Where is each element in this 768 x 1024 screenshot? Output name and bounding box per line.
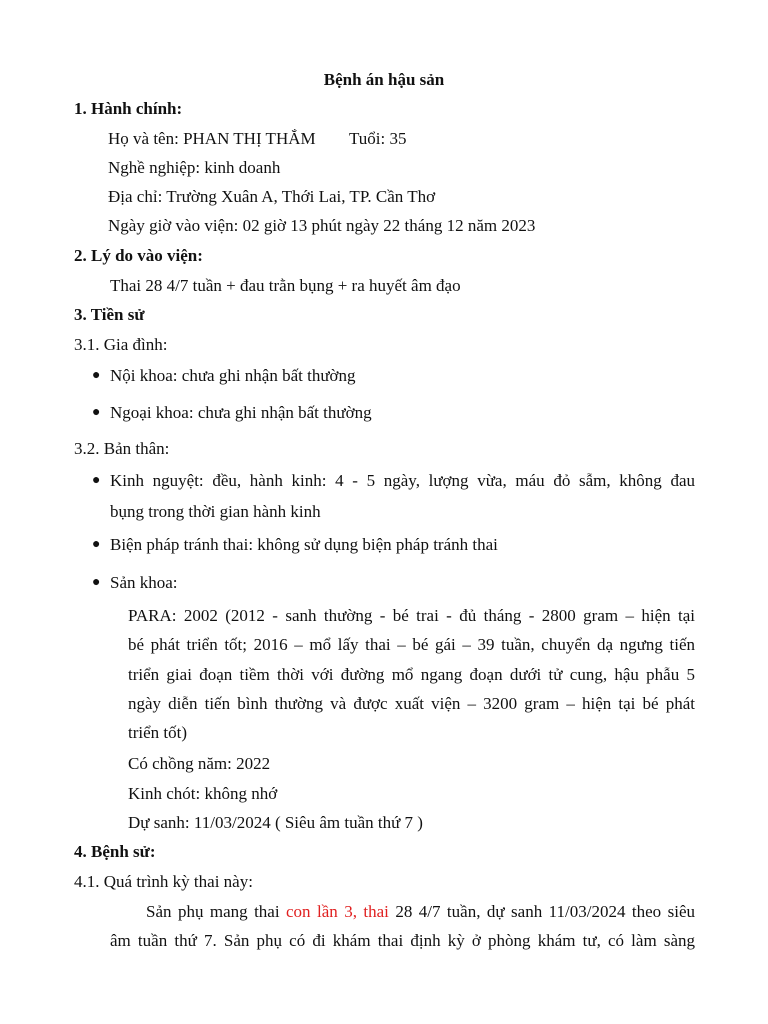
- address: Địa chỉ: Trường Xuân A, Thới Lai, TP. Cần Thơ: [108, 187, 436, 206]
- patient-age: Tuổi: 35: [349, 129, 407, 148]
- expected-delivery-date: Dự sanh: 11/03/2024 ( Siêu âm tuần thứ 7 ): [128, 813, 423, 832]
- admission-time: Ngày giờ vào viện: 02 giờ 13 phút ngày 22 tháng 12 năm 2023: [108, 216, 536, 235]
- para-line: triển tốt): [128, 723, 188, 742]
- married-year: Có chồng năm: 2022: [128, 754, 271, 773]
- history-text: Sản phụ mang thai: [146, 902, 287, 921]
- document-title: Bệnh án hậu sản: [323, 70, 445, 89]
- obstetric-heading: Sản khoa:: [110, 573, 178, 592]
- contraception: Biện pháp tránh thai: không sử dụng biện pháp tránh thai: [110, 535, 498, 554]
- history-paragraph-line-1: [146, 901, 695, 923]
- section-1-heading: 1. Hành chính:: [74, 99, 183, 118]
- history-paragraph-line-2: âm tuần thứ 7. Sản phụ có đi khám thai định kỳ ở phòng khám tư, có làm sàng: [110, 931, 695, 950]
- family-internal: Nội khoa: chưa ghi nhận bất thường: [110, 366, 356, 385]
- bullet-icon: ●: [92, 473, 101, 488]
- patient-name: Họ và tên: PHAN THỊ THẮM: [108, 129, 316, 148]
- section-4-heading: 4. Bệnh sử:: [74, 842, 156, 861]
- section-3-heading: 3. Tiền sử: [74, 305, 145, 324]
- bullet-icon: ●: [92, 368, 101, 383]
- last-menstrual-period: Kinh chót: không nhớ: [128, 784, 278, 803]
- bullet-icon: ●: [92, 405, 101, 420]
- current-pregnancy-heading: 4.1. Quá trình kỳ thai này:: [74, 872, 253, 891]
- highlighted-text: con lần 3, thai: [286, 902, 389, 921]
- personal-history-heading: 3.2. Bản thân:: [74, 439, 170, 458]
- family-history-heading: 3.1. Gia đình:: [74, 335, 168, 354]
- section-2-heading: 2. Lý do vào viện:: [74, 246, 203, 265]
- admission-reason: Thai 28 4/7 tuần + đau trằn bụng + ra huyết âm đạo: [110, 276, 461, 295]
- bullet-icon: ●: [92, 575, 101, 590]
- menstruation-line-1: Kinh nguyệt: đều, hành kinh: 4 - 5 ngày, lượng vừa, máu đỏ sẫm, không đau: [110, 471, 695, 490]
- para-line: triển giai đoạn tiềm thời với đường mổ ngang đoạn dưới tử cung, hậu phẫu 5: [128, 665, 695, 684]
- para-line: ngày diễn tiến bình thường và được xuất viện – 3200 gram – hiện tại bé phát: [128, 694, 695, 713]
- para-line: bé phát triển tốt; 2016 – mổ lấy thai – bé gái – 39 tuần, chuyển dạ ngưng tiến: [128, 635, 695, 654]
- family-surgical: Ngoại khoa: chưa ghi nhận bất thường: [110, 403, 372, 422]
- menstruation-line-2: bụng trong thời gian hành kinh: [110, 502, 321, 521]
- history-text: 28 4/7 tuần, dự sanh 11/03/2024 theo siêu: [388, 902, 695, 921]
- para-line: PARA: 2002 (2012 - sanh thường - bé trai - đủ tháng - 2800 gram – hiện tại: [128, 606, 695, 625]
- bullet-icon: ●: [92, 537, 101, 552]
- occupation: Nghề nghiệp: kinh doanh: [108, 158, 281, 177]
